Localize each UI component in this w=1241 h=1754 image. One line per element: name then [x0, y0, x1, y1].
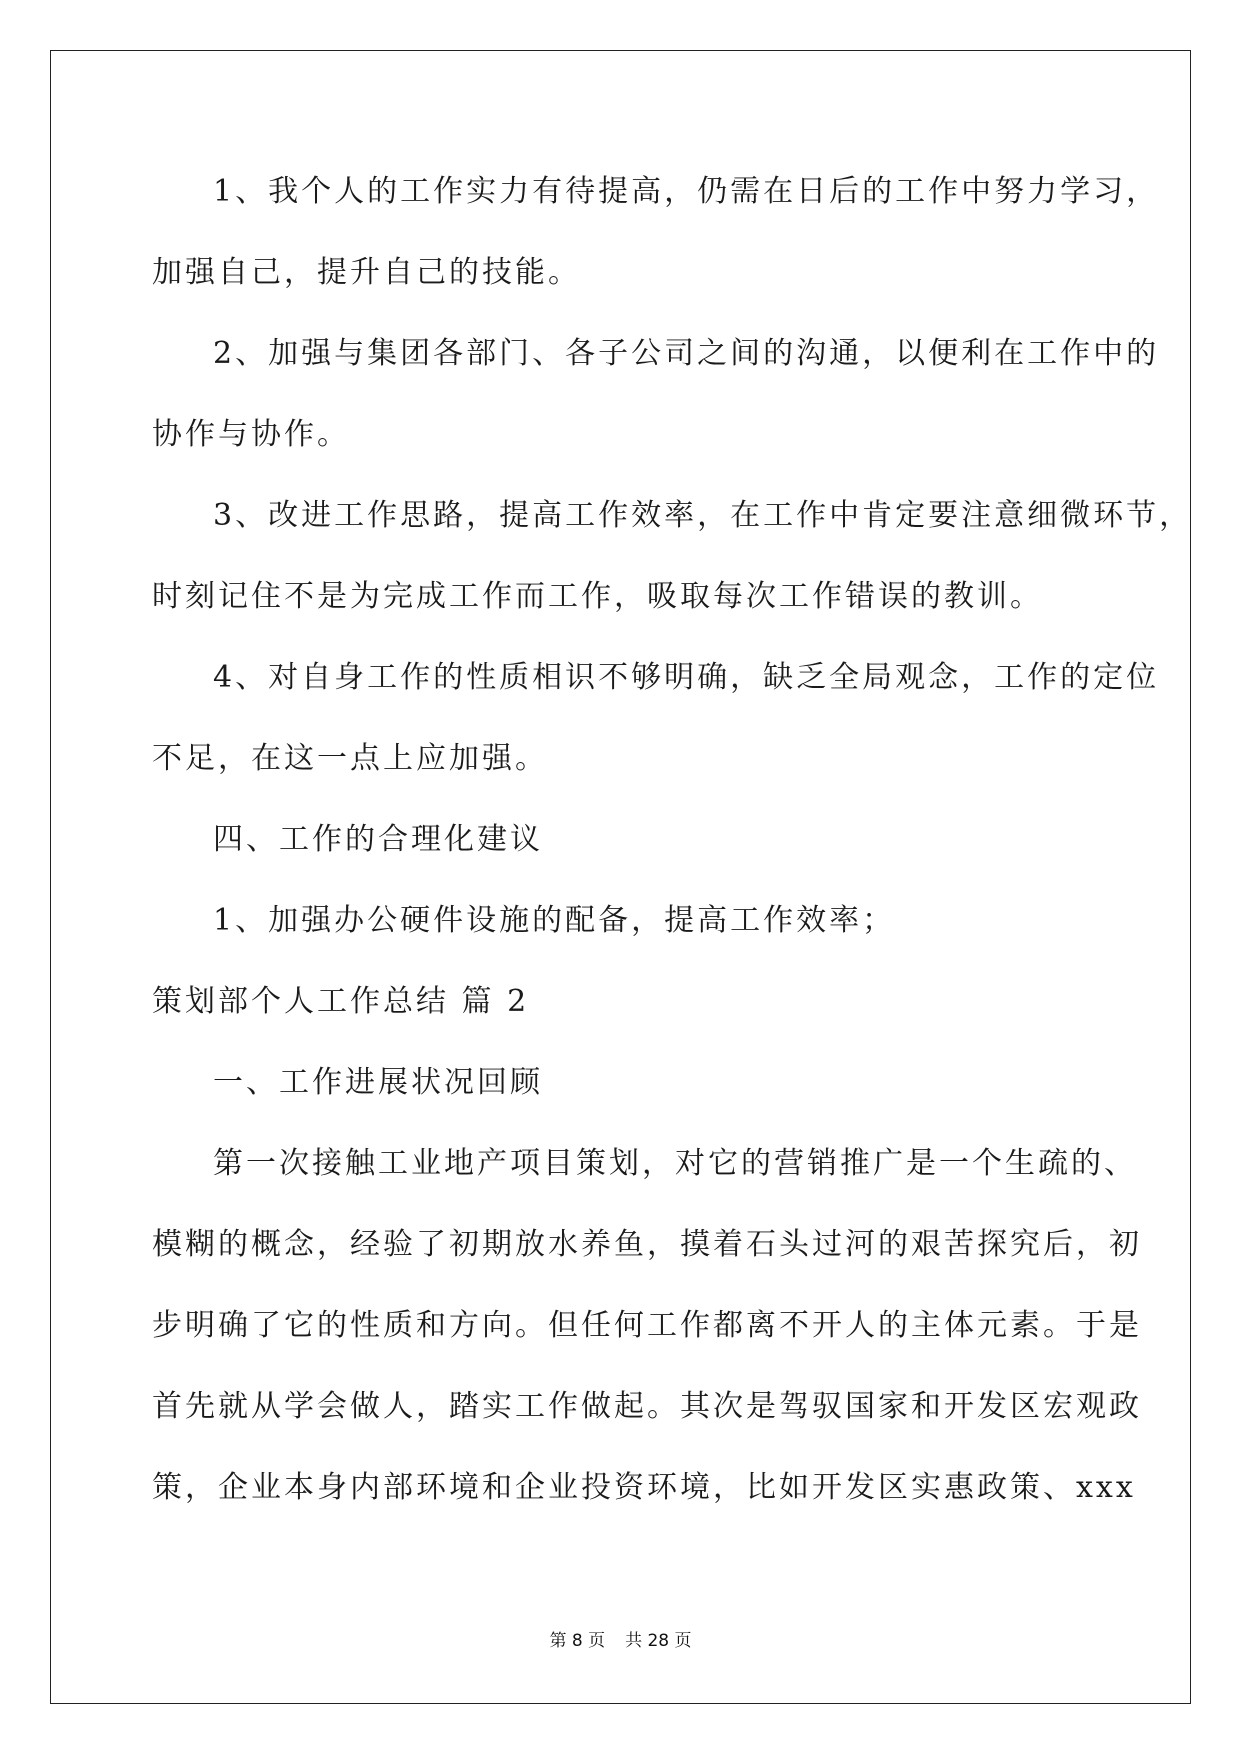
paragraph-line: 协作与协作。 [152, 417, 350, 452]
paragraph-line: 加强自己，提升自己的技能。 [152, 255, 581, 290]
paragraph-line: 1、加强办公硬件设施的配备，提高工作效率； [213, 903, 896, 938]
paragraph-line: 时刻记住不是为完成工作而工作，吸取每次工作错误的教训。 [152, 579, 1043, 614]
paragraph-line: 步明确了它的性质和方向。但任何工作都离不开人的主体元素。于是 [152, 1308, 1142, 1343]
paragraph-line: 1、我个人的工作实力有待提高，仍需在日后的工作中努力学习， [213, 174, 1160, 209]
section-heading: 四、工作的合理化建议 [213, 822, 543, 857]
paragraph-line: 不足，在这一点上应加强。 [152, 741, 548, 776]
page-border [50, 50, 1191, 1704]
paragraph-line: 第一次接触工业地产项目策划，对它的营销推广是一个生疏的、 [213, 1146, 1137, 1181]
paragraph-line: 模糊的概念，经验了初期放水养鱼，摸着石头过河的艰苦探究后，初 [152, 1227, 1142, 1262]
article-title: 策划部个人工作总结 篇 2 [152, 984, 530, 1019]
section-heading: 一、工作进展状况回顾 [213, 1065, 543, 1100]
paragraph-line: 2、加强与集团各部门、各子公司之间的沟通，以便利在工作中的 [213, 336, 1160, 371]
paragraph-line: 4、对自身工作的性质相识不够明确，缺乏全局观念，工作的定位 [213, 660, 1160, 695]
paragraph-line: 3、改进工作思路，提高工作效率，在工作中肯定要注意细微环节， [213, 498, 1193, 533]
page-footer [0, 1630, 1241, 1652]
page-total: 共 28 页 [625, 1631, 692, 1651]
paragraph-line: 策，企业本身内部环境和企业投资环境，比如开发区实惠政策、xxx [152, 1470, 1136, 1505]
page-number: 第 8 页 [549, 1631, 606, 1651]
paragraph-line: 首先就从学会做人，踏实工作做起。其次是驾驭国家和开发区宏观政 [152, 1389, 1142, 1424]
